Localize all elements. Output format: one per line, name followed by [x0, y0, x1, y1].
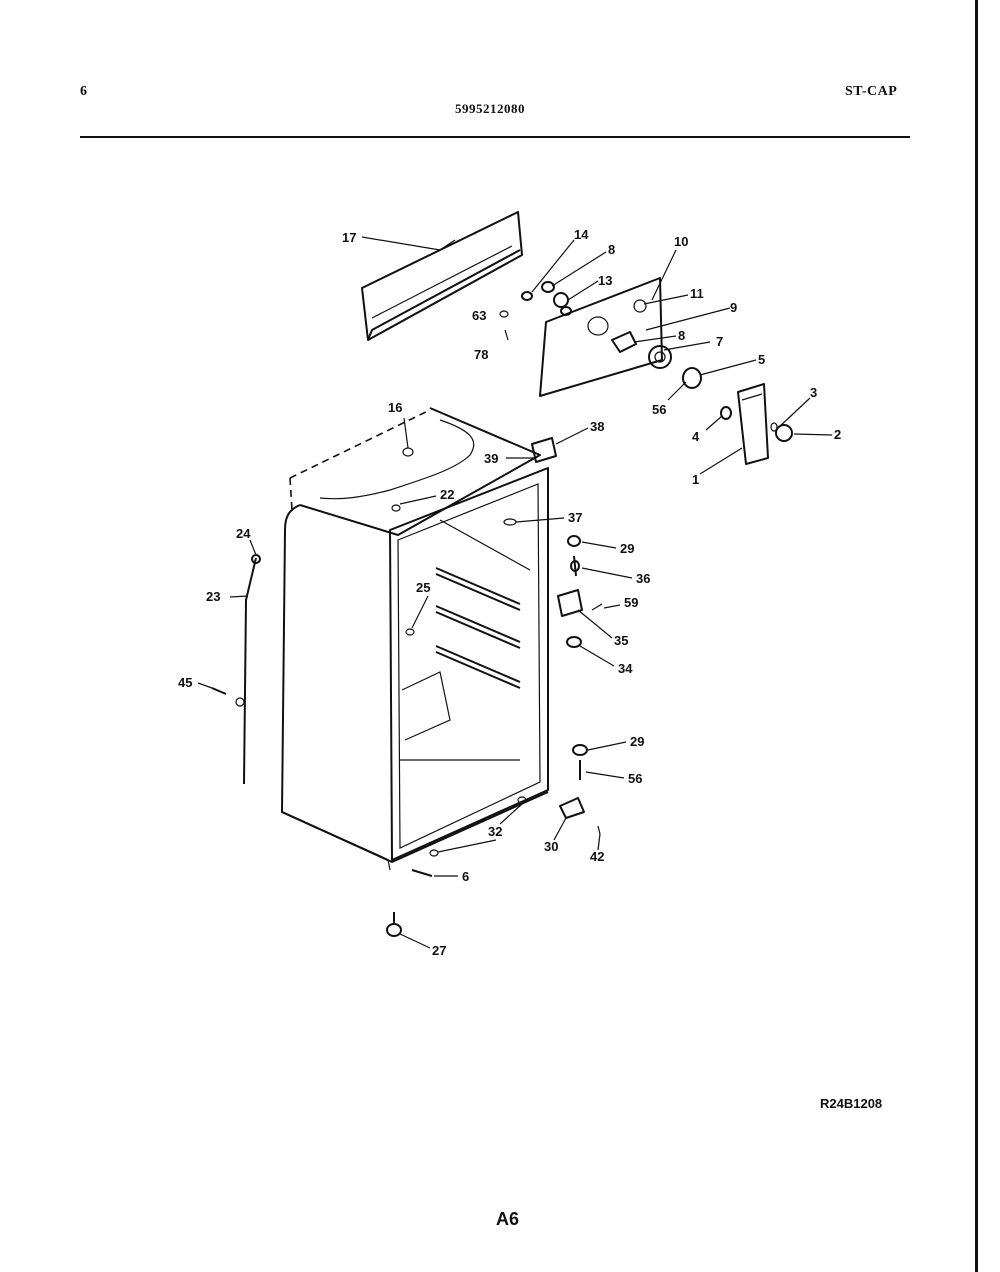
thermostat-knob: [649, 346, 701, 388]
page-right-border: [975, 0, 978, 1272]
callout-78: 78: [474, 347, 489, 362]
page-number: 6: [80, 84, 88, 99]
top-cover-strip: [362, 212, 522, 340]
callout-7: 7: [716, 334, 724, 349]
callout-14: 14: [574, 227, 589, 242]
callout-8: 8: [678, 328, 686, 343]
hinge-bracket: [721, 384, 792, 464]
leader-lines: [198, 237, 832, 948]
callout-23: 23: [206, 589, 221, 604]
panel-screws: [500, 282, 571, 340]
right-small-parts: [387, 505, 605, 936]
callout-56: 56: [652, 402, 667, 417]
callout-10: 10: [674, 234, 689, 249]
callout-37: 37: [568, 510, 583, 525]
page-label: A6: [496, 1209, 520, 1229]
cabinet-body: [282, 408, 559, 870]
callout-36: 36: [636, 571, 651, 586]
callout-1: 1: [692, 472, 700, 487]
callout-22: 22: [440, 487, 455, 502]
callout-38: 38: [590, 419, 605, 434]
callout-59: 59: [624, 595, 639, 610]
callout-63: 63: [472, 308, 487, 323]
callout-9: 9: [730, 300, 738, 315]
callout-11: 11: [690, 286, 704, 301]
callout-3: 3: [810, 385, 818, 400]
callout-27: 27: [432, 943, 447, 958]
callout-17: 17: [342, 230, 357, 245]
callout-56: 56: [628, 771, 643, 786]
callout-34: 34: [618, 661, 633, 676]
callout-8: 8: [608, 242, 616, 257]
callout-45: 45: [178, 675, 193, 690]
callout-35: 35: [614, 633, 629, 648]
callout-labels: [178, 227, 841, 958]
callout-6: 6: [462, 869, 470, 884]
callout-13: 13: [598, 273, 613, 288]
callout-32: 32: [488, 824, 503, 839]
callout-42: 42: [590, 849, 605, 864]
callout-24: 24: [236, 526, 251, 541]
callout-4: 4: [692, 429, 700, 444]
callout-29: 29: [620, 541, 635, 556]
callout-25: 25: [416, 580, 431, 595]
callout-29: 29: [630, 734, 645, 749]
callout-5: 5: [758, 352, 766, 367]
model-number: 5995212080: [455, 101, 525, 116]
callout-39: 39: [484, 451, 499, 466]
callout-2: 2: [834, 427, 842, 442]
callout-30: 30: [544, 839, 559, 854]
drawing-code: R24B1208: [820, 1096, 883, 1111]
section-code: ST-CAP: [845, 84, 898, 99]
callout-16: 16: [388, 400, 403, 415]
control-panel: [540, 278, 662, 396]
